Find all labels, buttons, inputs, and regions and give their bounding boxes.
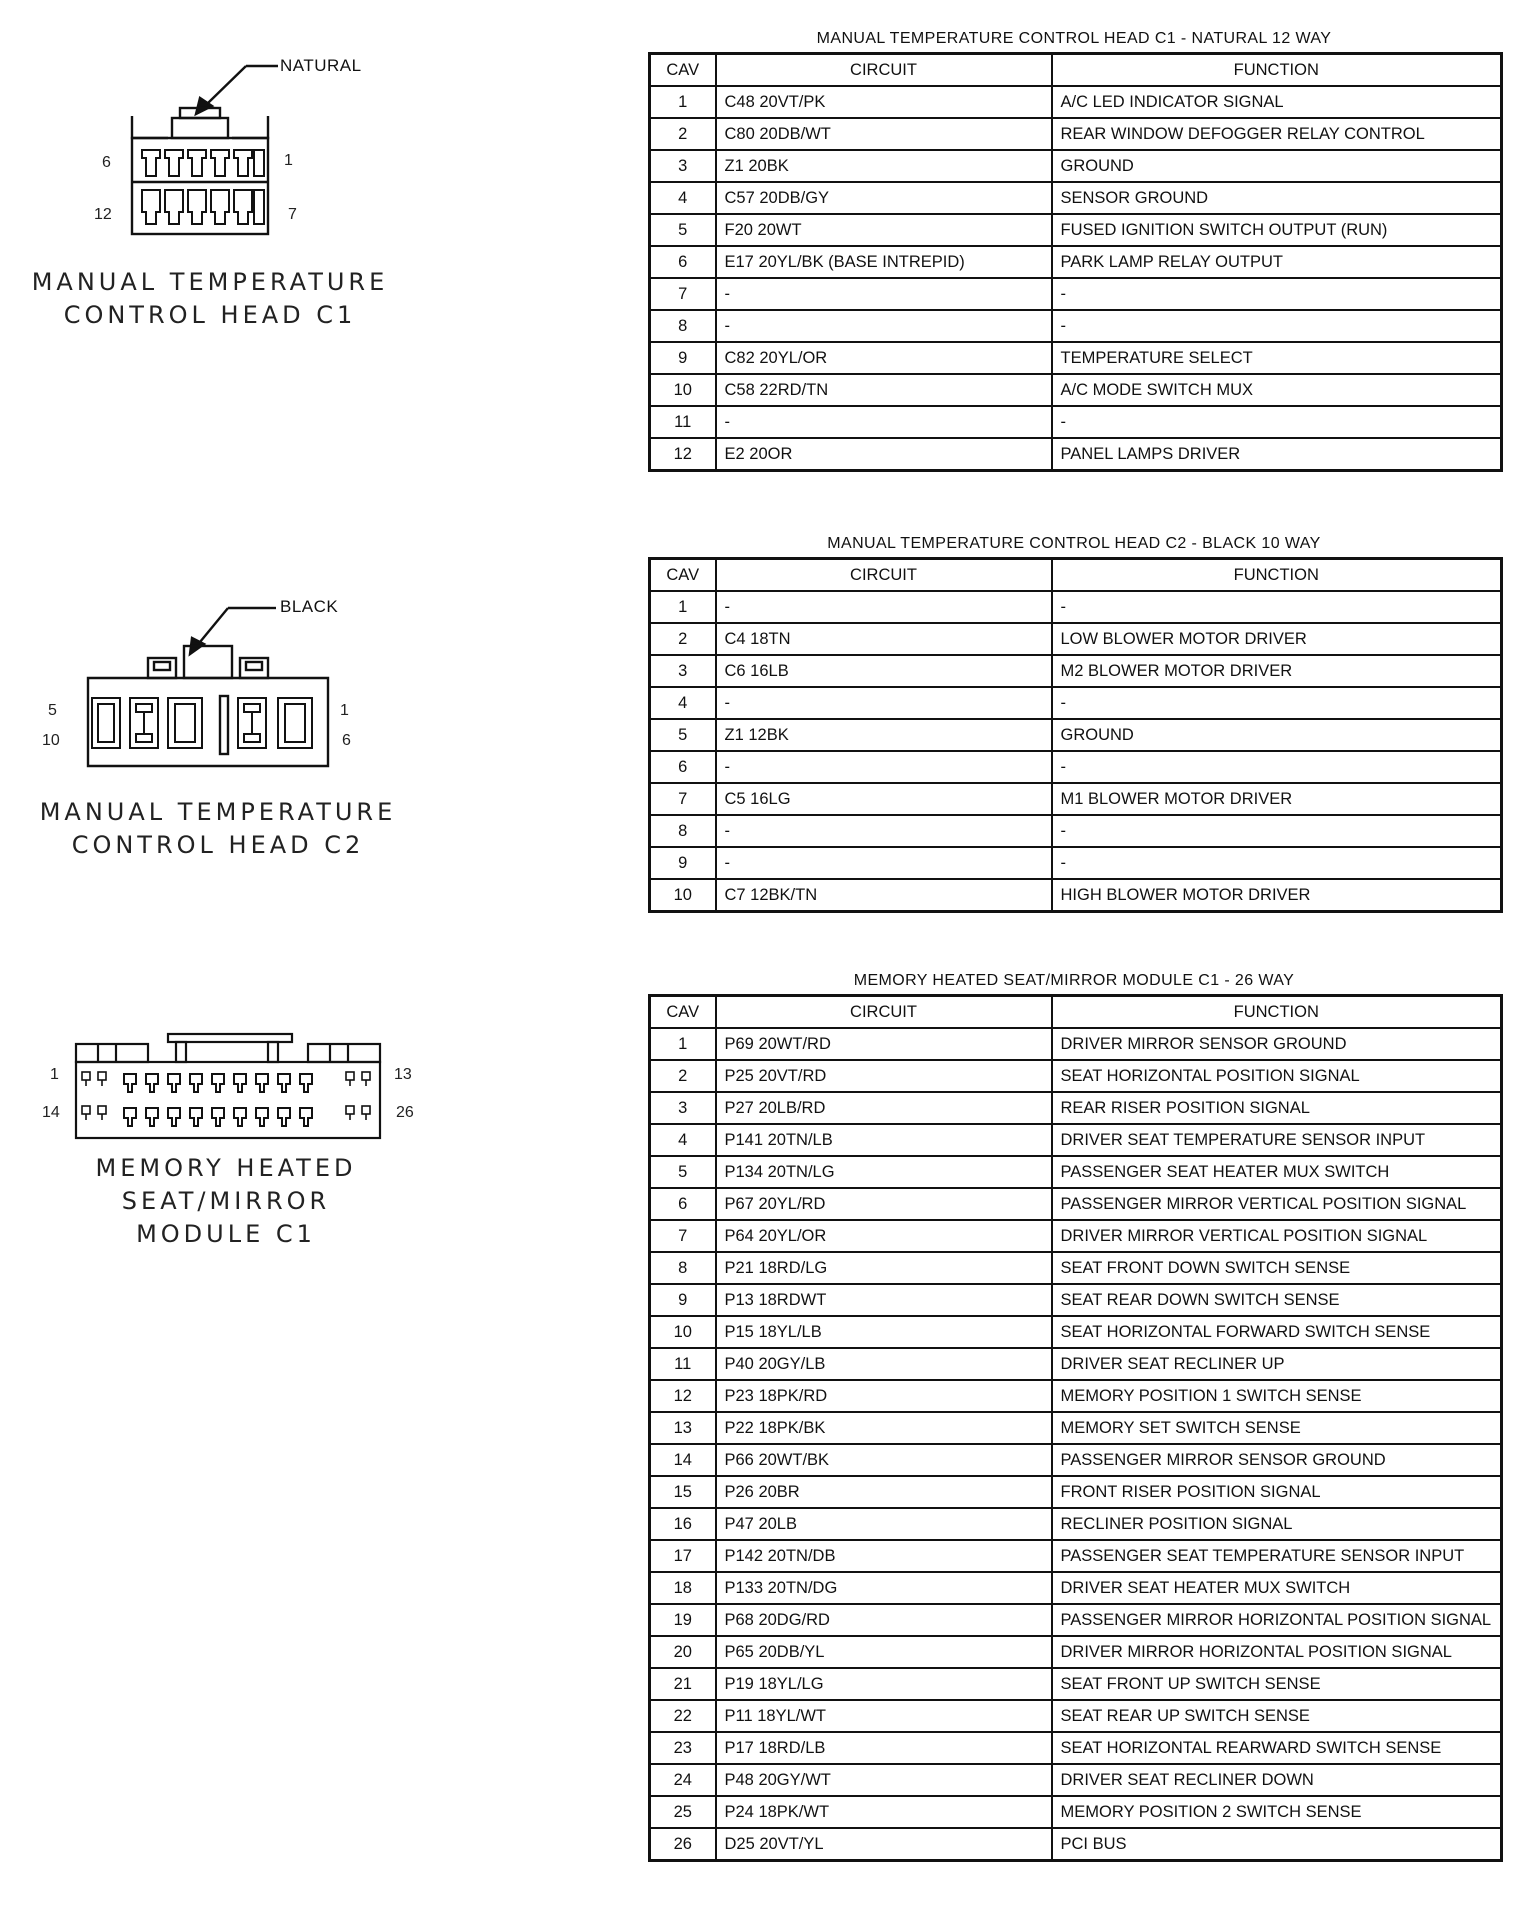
- function-cell: M1 BLOWER MOTOR DRIVER: [1052, 783, 1502, 815]
- circuit-cell: P141 20TN/LB: [716, 1124, 1052, 1156]
- function-cell: FRONT RISER POSITION SIGNAL: [1052, 1476, 1502, 1508]
- function-cell: A/C MODE SWITCH MUX: [1052, 374, 1502, 406]
- circuit-cell: E2 20OR: [716, 438, 1052, 471]
- function-cell: DRIVER SEAT RECLINER UP: [1052, 1348, 1502, 1380]
- circuit-cell: -: [716, 687, 1052, 719]
- table-header-row: [650, 996, 1502, 1029]
- cav-cell: 5: [650, 719, 716, 751]
- cav-cell: 4: [650, 1124, 716, 1156]
- circuit-cell: -: [716, 751, 1052, 783]
- function-cell: -: [1052, 815, 1502, 847]
- table-row: [650, 342, 1502, 374]
- function-cell: A/C LED INDICATOR SIGNAL: [1052, 86, 1502, 118]
- circuit-cell: C48 20VT/PK: [716, 86, 1052, 118]
- cav-cell: 10: [650, 1316, 716, 1348]
- header-circuit: CIRCUIT: [716, 996, 1052, 1029]
- cav-cell: 2: [650, 118, 716, 150]
- header-cav: CAV: [650, 996, 716, 1029]
- cav-cell: 23: [650, 1732, 716, 1764]
- cav-cell: 4: [650, 687, 716, 719]
- connector-memory-module-pin-bottom-left: 14: [42, 1104, 60, 1121]
- circuit-cell: C57 20DB/GY: [716, 182, 1052, 214]
- cav-cell: 8: [650, 815, 716, 847]
- circuit-cell: E17 20YL/BK (BASE INTREPID): [716, 246, 1052, 278]
- connector-memory-module-pin-top-right: 13: [394, 1066, 412, 1083]
- function-cell: DRIVER SEAT HEATER MUX SWITCH: [1052, 1572, 1502, 1604]
- cav-cell: 8: [650, 310, 716, 342]
- table-row: [650, 687, 1502, 719]
- table-row: [650, 1732, 1502, 1764]
- cav-cell: 11: [650, 1348, 716, 1380]
- header-function: FUNCTION: [1052, 996, 1502, 1029]
- connector-memory-module-pin-bottom-right: 26: [396, 1104, 414, 1121]
- function-cell: DRIVER MIRROR VERTICAL POSITION SIGNAL: [1052, 1220, 1502, 1252]
- function-cell: -: [1052, 687, 1502, 719]
- function-cell: -: [1052, 278, 1502, 310]
- header-cav: CAV: [650, 54, 716, 87]
- connector-c1-label-line2: CONTROL HEAD C1: [63, 301, 357, 329]
- cav-cell: 8: [650, 1252, 716, 1284]
- table-row: [650, 1636, 1502, 1668]
- table-row: [650, 1444, 1502, 1476]
- circuit-cell: P26 20BR: [716, 1476, 1052, 1508]
- circuit-cell: Z1 20BK: [716, 150, 1052, 182]
- circuit-cell: P134 20TN/LG: [716, 1156, 1052, 1188]
- function-cell: RECLINER POSITION SIGNAL: [1052, 1508, 1502, 1540]
- table-row: [650, 310, 1502, 342]
- cav-cell: 16: [650, 1508, 716, 1540]
- function-cell: SEAT FRONT UP SWITCH SENSE: [1052, 1668, 1502, 1700]
- table-row: [650, 1252, 1502, 1284]
- cav-cell: 22: [650, 1700, 716, 1732]
- connector-memory-module-label-line1: MEMORY HEATED: [95, 1154, 357, 1182]
- table-row: [650, 406, 1502, 438]
- cav-cell: 4: [650, 182, 716, 214]
- function-cell: REAR RISER POSITION SIGNAL: [1052, 1092, 1502, 1124]
- connector-memory-module-pin-top-left: 1: [50, 1066, 59, 1083]
- cav-cell: 11: [650, 406, 716, 438]
- cav-cell: 9: [650, 847, 716, 879]
- cav-cell: 17: [650, 1540, 716, 1572]
- table-row: [650, 1412, 1502, 1444]
- function-cell: PASSENGER MIRROR VERTICAL POSITION SIGNAL: [1052, 1188, 1502, 1220]
- function-cell: PASSENGER MIRROR HORIZONTAL POSITION SIGNAL: [1052, 1604, 1502, 1636]
- function-cell: DRIVER SEAT RECLINER DOWN: [1052, 1764, 1502, 1796]
- function-cell: SEAT REAR UP SWITCH SENSE: [1052, 1700, 1502, 1732]
- table-row: [650, 1060, 1502, 1092]
- function-cell: SEAT FRONT DOWN SWITCH SENSE: [1052, 1252, 1502, 1284]
- table-row: [650, 1764, 1502, 1796]
- circuit-cell: P25 20VT/RD: [716, 1060, 1052, 1092]
- connector-c1-pin-top-left: 6: [102, 154, 111, 171]
- table-row: [650, 815, 1502, 847]
- table-row: [650, 214, 1502, 246]
- cav-cell: 10: [650, 879, 716, 912]
- table-row: [650, 655, 1502, 687]
- header-function: FUNCTION: [1052, 54, 1502, 87]
- table-row: [650, 1572, 1502, 1604]
- circuit-cell: P19 18YL/LG: [716, 1668, 1052, 1700]
- cav-cell: 6: [650, 246, 716, 278]
- table-row: [650, 1092, 1502, 1124]
- cav-cell: 2: [650, 1060, 716, 1092]
- function-cell: -: [1052, 591, 1502, 623]
- table-row: [650, 847, 1502, 879]
- header-function: FUNCTION: [1052, 559, 1502, 592]
- table-row: [650, 278, 1502, 310]
- function-cell: -: [1052, 847, 1502, 879]
- cav-cell: 6: [650, 751, 716, 783]
- table-row: [650, 623, 1502, 655]
- circuit-cell: P66 20WT/BK: [716, 1444, 1052, 1476]
- circuit-cell: -: [716, 406, 1052, 438]
- function-cell: MEMORY SET SWITCH SENSE: [1052, 1412, 1502, 1444]
- circuit-cell: -: [716, 591, 1052, 623]
- circuit-cell: C4 18TN: [716, 623, 1052, 655]
- cav-cell: 5: [650, 1156, 716, 1188]
- circuit-cell: P133 20TN/DG: [716, 1572, 1052, 1604]
- circuit-cell: P67 20YL/RD: [716, 1188, 1052, 1220]
- cav-cell: 7: [650, 783, 716, 815]
- connector-c2-pin-bottom-left: 10: [42, 732, 60, 749]
- table-row: [650, 1380, 1502, 1412]
- connector-c2-pin-bottom-right: 6: [342, 732, 351, 749]
- cav-cell: 19: [650, 1604, 716, 1636]
- function-cell: GROUND: [1052, 719, 1502, 751]
- function-cell: SENSOR GROUND: [1052, 182, 1502, 214]
- connector-memory-module-label: [28, 1152, 424, 1251]
- function-cell: SEAT HORIZONTAL FORWARD SWITCH SENSE: [1052, 1316, 1502, 1348]
- table-row: [650, 751, 1502, 783]
- function-cell: PASSENGER SEAT TEMPERATURE SENSOR INPUT: [1052, 1540, 1502, 1572]
- connector-c2-label: [28, 796, 408, 862]
- pinout-table-c1-block: [648, 26, 1500, 472]
- function-cell: TEMPERATURE SELECT: [1052, 342, 1502, 374]
- function-cell: SEAT REAR DOWN SWITCH SENSE: [1052, 1284, 1502, 1316]
- circuit-cell: P65 20DB/YL: [716, 1636, 1052, 1668]
- function-cell: FUSED IGNITION SWITCH OUTPUT (RUN): [1052, 214, 1502, 246]
- pinout-table-c2-title: MANUAL TEMPERATURE CONTROL HEAD C2 - BLACK 10 WAY: [827, 535, 1321, 552]
- cav-cell: 15: [650, 1476, 716, 1508]
- table-row: [650, 1124, 1502, 1156]
- table-row: [650, 1348, 1502, 1380]
- table-row: [650, 1188, 1502, 1220]
- connector-c1-color-label: NATURAL: [280, 56, 362, 75]
- cav-cell: 1: [650, 591, 716, 623]
- connector-c2-color-label: BLACK: [280, 597, 339, 616]
- circuit-cell: D25 20VT/YL: [716, 1828, 1052, 1861]
- circuit-cell: Z1 12BK: [716, 719, 1052, 751]
- circuit-cell: P27 20LB/RD: [716, 1092, 1052, 1124]
- circuit-cell: P64 20YL/OR: [716, 1220, 1052, 1252]
- circuit-cell: C6 16LB: [716, 655, 1052, 687]
- circuit-cell: P13 18RDWT: [716, 1284, 1052, 1316]
- circuit-cell: P22 18PK/BK: [716, 1412, 1052, 1444]
- table-row: [650, 86, 1502, 118]
- cav-cell: 1: [650, 1028, 716, 1060]
- cav-cell: 6: [650, 1188, 716, 1220]
- circuit-cell: C80 20DB/WT: [716, 118, 1052, 150]
- cav-cell: 24: [650, 1764, 716, 1796]
- function-cell: MEMORY POSITION 2 SWITCH SENSE: [1052, 1796, 1502, 1828]
- table-header-row: [650, 54, 1502, 87]
- circuit-cell: F20 20WT: [716, 214, 1052, 246]
- table-row: [650, 1476, 1502, 1508]
- table-row: [650, 879, 1502, 912]
- pinout-table-c1-title: MANUAL TEMPERATURE CONTROL HEAD C1 - NATURAL 12 WAY: [816, 30, 1332, 47]
- connector-c1-pin-bottom-right: 7: [288, 206, 297, 223]
- connector-c2-pin-top-right: 1: [340, 702, 349, 719]
- cav-cell: 3: [650, 655, 716, 687]
- table-row: [650, 374, 1502, 406]
- function-cell: PASSENGER MIRROR SENSOR GROUND: [1052, 1444, 1502, 1476]
- table-row: [650, 1508, 1502, 1540]
- function-cell: PASSENGER SEAT HEATER MUX SWITCH: [1052, 1156, 1502, 1188]
- pinout-table-memory-module-block: [648, 968, 1500, 1862]
- header-circuit: CIRCUIT: [716, 54, 1052, 87]
- function-cell: PANEL LAMPS DRIVER: [1052, 438, 1502, 471]
- table-row: [650, 1284, 1502, 1316]
- connector-c1-drawing: [128, 58, 308, 248]
- circuit-cell: P24 18PK/WT: [716, 1796, 1052, 1828]
- cav-cell: 7: [650, 278, 716, 310]
- connector-c2-label-line2: CONTROL HEAD C2: [71, 831, 365, 859]
- connector-c2-label-line1: MANUAL TEMPERATURE: [39, 798, 397, 826]
- connector-c2-pin-top-left: 5: [48, 702, 57, 719]
- circuit-cell: C5 16LG: [716, 783, 1052, 815]
- function-cell: HIGH BLOWER MOTOR DRIVER: [1052, 879, 1502, 912]
- circuit-cell: C7 12BK/TN: [716, 879, 1052, 912]
- function-cell: DRIVER SEAT TEMPERATURE SENSOR INPUT: [1052, 1124, 1502, 1156]
- table-row: [650, 1156, 1502, 1188]
- cav-cell: 12: [650, 1380, 716, 1412]
- pinout-table-c2: [648, 557, 1503, 913]
- connector-c1-label: [20, 266, 400, 332]
- connector-c1-pin-top-right: 1: [284, 152, 293, 169]
- connector-memory-module-drawing: [72, 1030, 384, 1142]
- connector-c2-drawing: [78, 596, 338, 776]
- table-row: [650, 246, 1502, 278]
- cav-cell: 14: [650, 1444, 716, 1476]
- cav-cell: 9: [650, 1284, 716, 1316]
- function-cell: DRIVER MIRROR SENSOR GROUND: [1052, 1028, 1502, 1060]
- circuit-cell: -: [716, 310, 1052, 342]
- table-row: [650, 1028, 1502, 1060]
- circuit-cell: C82 20YL/OR: [716, 342, 1052, 374]
- cav-cell: 5: [650, 214, 716, 246]
- connector-memory-module-label-line2: SEAT/MIRROR: [121, 1187, 331, 1215]
- circuit-cell: P47 20LB: [716, 1508, 1052, 1540]
- cav-cell: 25: [650, 1796, 716, 1828]
- pinout-table-memory-module: [648, 994, 1503, 1862]
- function-cell: M2 BLOWER MOTOR DRIVER: [1052, 655, 1502, 687]
- function-cell: PCI BUS: [1052, 1828, 1502, 1861]
- function-cell: DRIVER MIRROR HORIZONTAL POSITION SIGNAL: [1052, 1636, 1502, 1668]
- circuit-cell: P17 18RD/LB: [716, 1732, 1052, 1764]
- function-cell: SEAT HORIZONTAL REARWARD SWITCH SENSE: [1052, 1732, 1502, 1764]
- cav-cell: 20: [650, 1636, 716, 1668]
- table-row: [650, 1700, 1502, 1732]
- cav-cell: 26: [650, 1828, 716, 1861]
- function-cell: -: [1052, 751, 1502, 783]
- cav-cell: 3: [650, 1092, 716, 1124]
- table-row: [650, 1668, 1502, 1700]
- cav-cell: 7: [650, 1220, 716, 1252]
- circuit-cell: P21 18RD/LG: [716, 1252, 1052, 1284]
- table-row: [650, 1220, 1502, 1252]
- function-cell: GROUND: [1052, 150, 1502, 182]
- function-cell: PARK LAMP RELAY OUTPUT: [1052, 246, 1502, 278]
- function-cell: LOW BLOWER MOTOR DRIVER: [1052, 623, 1502, 655]
- pinout-table-c2-block: [648, 531, 1500, 913]
- cav-cell: 3: [650, 150, 716, 182]
- cav-cell: 13: [650, 1412, 716, 1444]
- table-row: [650, 1540, 1502, 1572]
- function-cell: -: [1052, 406, 1502, 438]
- table-row: [650, 1828, 1502, 1861]
- header-circuit: CIRCUIT: [716, 559, 1052, 592]
- cav-cell: 18: [650, 1572, 716, 1604]
- table-row: [650, 783, 1502, 815]
- pinout-table-memory-module-title: MEMORY HEATED SEAT/MIRROR MODULE C1 - 26 WAY: [853, 972, 1295, 989]
- table-row: [650, 438, 1502, 471]
- circuit-cell: P11 18YL/WT: [716, 1700, 1052, 1732]
- circuit-cell: -: [716, 278, 1052, 310]
- circuit-cell: P48 20GY/WT: [716, 1764, 1052, 1796]
- circuit-cell: P68 20DG/RD: [716, 1604, 1052, 1636]
- table-header-row: [650, 559, 1502, 592]
- cav-cell: 2: [650, 623, 716, 655]
- circuit-cell: P69 20WT/RD: [716, 1028, 1052, 1060]
- connector-c1-pin-bottom-left: 12: [94, 206, 112, 223]
- cav-cell: 1: [650, 86, 716, 118]
- table-row: [650, 150, 1502, 182]
- table-row: [650, 719, 1502, 751]
- table-row: [650, 118, 1502, 150]
- cav-cell: 10: [650, 374, 716, 406]
- circuit-cell: P15 18YL/LB: [716, 1316, 1052, 1348]
- cav-cell: 9: [650, 342, 716, 374]
- circuit-cell: P40 20GY/LB: [716, 1348, 1052, 1380]
- table-row: [650, 591, 1502, 623]
- table-row: [650, 1796, 1502, 1828]
- function-cell: -: [1052, 310, 1502, 342]
- circuit-cell: -: [716, 815, 1052, 847]
- cav-cell: 21: [650, 1668, 716, 1700]
- function-cell: REAR WINDOW DEFOGGER RELAY CONTROL: [1052, 118, 1502, 150]
- connector-memory-module-label-line3: MODULE C1: [136, 1220, 316, 1248]
- circuit-cell: P142 20TN/DB: [716, 1540, 1052, 1572]
- table-row: [650, 1604, 1502, 1636]
- function-cell: SEAT HORIZONTAL POSITION SIGNAL: [1052, 1060, 1502, 1092]
- circuit-cell: P23 18PK/RD: [716, 1380, 1052, 1412]
- connector-c1-label-line1: MANUAL TEMPERATURE: [31, 268, 389, 296]
- pinout-table-c1: [648, 52, 1503, 472]
- function-cell: MEMORY POSITION 1 SWITCH SENSE: [1052, 1380, 1502, 1412]
- header-cav: CAV: [650, 559, 716, 592]
- cav-cell: 12: [650, 438, 716, 471]
- table-row: [650, 1316, 1502, 1348]
- table-row: [650, 182, 1502, 214]
- circuit-cell: -: [716, 847, 1052, 879]
- circuit-cell: C58 22RD/TN: [716, 374, 1052, 406]
